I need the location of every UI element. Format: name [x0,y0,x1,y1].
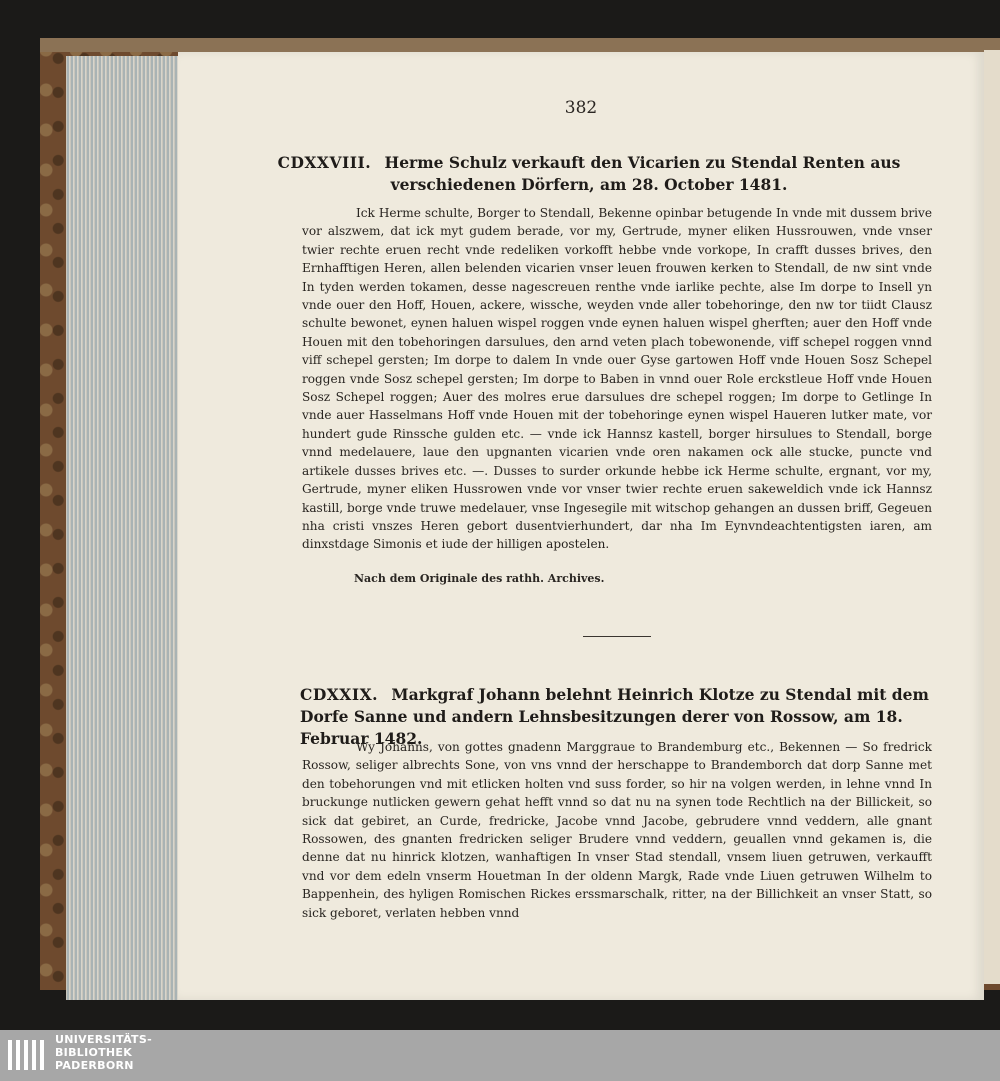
library-name-line-2: BIBLIOTHEK [55,1046,133,1059]
library-name-line-3: PADERBORN [55,1059,134,1072]
next-page-edge [984,50,1000,984]
section-text-1: Ick Herme schulte, Borger to Stendall, Bekenne opinbar betugende In vnde mit dussem brive vor alszwem, dat ick myt gudem berade, vor my, Gertrude, myner eliken Hussrouwen, vnde vnser twier rechte eruen recht vnde redeliken vorkofft hebbe vnde vorkope, In crafft dusses brives, den Ernhafftigen Heren, allen belenden vicarien vnser leuen frouwen kerken to Stendall, de nw sint vnde In tyden werden tokamen, desse nagescreuen renthe vnde iarlike pechte, alse Im dorpe to Insell yn vnde ouer den Hoff, Houen, ackere, wissche, weyden vnde aller tobehoringe, den nw tor tiidt Clausz schulte bewonet, eynen haluen wispel roggen vnde eynen haluen wispel gherften; auer den Hoff vnde Houen mit den tobehoringen darsulues, den arnd veten plach tobewonende, viff schepel roggen vnnd viff schepel gersten; Im dorpe to dalem In vnde ouer Gyse gartowen Hoff vnde Houen Sosz Schepel roggen vnde Sosz schepel gersten; Im dorpe to Baben in vnnd ouer Role erckstleue Hoff vnde Houen Sosz Schepel roggen; Auer des molres erue darsulues dre schepel roggen; Im dorpe to Getlinge In vnde auer Hasselmans Hoff vnde Houen mit der tobehoringe eynen wispel Haueren lutker mate, vor hundert gude Rinssche gulden etc. — vnde ick Hannsz kastell, borger hirsulues to Stendall, borge vnnd medelauere, laue den upgnanten vicarien vnde oren nakamen ock alle stucke, puncte vnd artikele dusses brives etc. —. Dusses to surder orkunde hebbe ick Herme schulte, ergnant, vor my, Gertrude, myner eliken Hussrowen vnde vor vnser twier rechte eruen sakeweldich vnde ick Hannsz kastill, borge vnde truwe medelauer, vnse Ingesegile mit witschop gehangen an dussen briff, Gegeuen nha cristi vnszes Heren gebort dusentvierhundert, dar nha Im Eynvndeachtentigsten iaren, am dinxstdage Simonis et iude der hilligen apostelen. [302,206,932,552]
library-logo-icon [6,1036,50,1074]
section-body-2 [302,738,932,922]
section-numeral-1: CDXXVIII. [277,153,372,172]
source-note: Nach dem Originale des rathh. Archives. [354,572,605,585]
section-body-1 [302,204,932,554]
section-divider [583,636,651,637]
section-heading-1 [228,152,950,196]
library-name-line-1: UNIVERSITÄTS- [55,1033,152,1046]
library-name [55,1033,152,1072]
section-numeral-2: CDXXIX. [300,685,379,704]
section-title-1: Herme Schulz verkauft den Vicarien zu Stendal Renten aus verschiedenen Dörfern, am 28. October 1481. [384,153,901,194]
section-title-2: Markgraf Johann belehnt Heinrich Klotze zu Stendal mit dem Dorfe Sanne und andern Lehnsbesitzungen derer von Rossow, am 18. Februar 1482. [300,685,929,748]
page-number: 382 [564,98,598,118]
page-edges [66,56,178,1000]
section-text-2: Wy Johanns, von gottes gnadenn Marggraue to Brandemburg etc., Bekennen — So fredrick Rossow, seliger albrechts Sone, von vns vnnd der herschappe to Brandemborch dat dorp Sanne met den tobehorungen vnd mit etlicken holten vnd suss forder, so hir na volgen werden, in lehne vnnd In bruckunge nutlicken gewern gehat hefft vnnd so dat nu na synen tode Rechtlich na der Billickeit, so sick dat gebiret, an Curde, fredricke, Jacobe vnnd Jacobe, gebrudere vnnd veddern, alle gnant Rossowen, des gnanten fredricken seliger Brudere vnnd veddern, geuallen vnnd gekamen is, die denne dat nu hinrick klotzen, wanhaftigen In vnser Stad stendall, vnsem liuen getruwen, verkaufft vnd vor dem edeln vnserm Houetman In der oldenn Margk, Rade vnde Liuen getruwen Wilhelm to Bappenhein, des hyligen Romischen Rickes erssmarschalk, ritter, na der Billichkeit an vnser Statt, so sick geboret, verlaten hebben vnnd [302,740,932,920]
library-footer [0,1030,1000,1081]
book-cover-edge [40,38,1000,52]
book-page [178,52,984,1000]
